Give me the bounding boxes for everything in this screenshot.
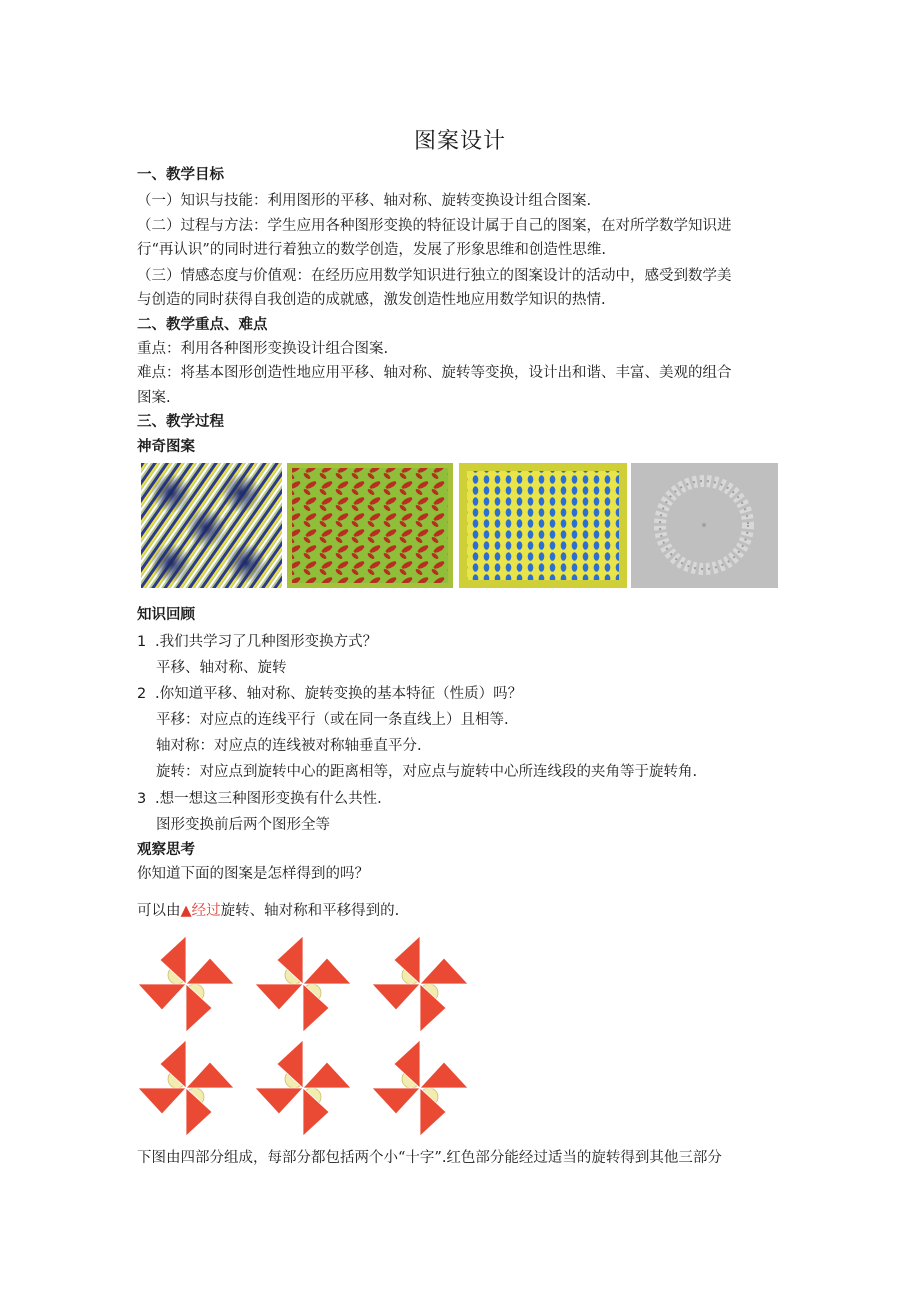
question-2-text: .你知道平移、轴对称、旋转变换的基本特征（性质）吗？ [155,686,523,702]
pinwheel-1 [138,936,234,1032]
illusion-image-leaves [287,463,453,588]
pinwheel-pattern-figure [136,932,476,1140]
goal-2-line-1: （二）过程与方法：学生应用各种图形变换的特征设计属于自己的图案，在对所学数学知识进 [137,218,732,234]
difficulty-line-2: 图案. [137,390,171,406]
subheading-review: 知识回顾 [137,607,195,623]
question-1-text: .我们共学习了几种图形变换方式？ [155,634,378,650]
question-2-number: 2 [137,686,147,702]
pinwheel-2 [255,936,351,1032]
pinwheel-6 [372,1040,468,1136]
subheading-observe: 观察思考 [137,842,195,858]
section-2-heading: 二、教学重点、难点 [137,317,268,333]
question-3-number: 3 [137,791,147,807]
answer-2-reflection: 轴对称：对应点的连线被对称轴垂直平分. [156,738,422,754]
observe-answer-prefix: 可以由 [137,903,181,919]
section-3-heading: 三、教学过程 [137,414,224,430]
question-2 [137,682,522,703]
difficulty-line-1: 难点：将基本图形创造性地应用平移、轴对称、旋转等变换，设计出和谐、丰富、美观的组合 [137,365,732,381]
observe-question: 你知道下面的图案是怎样得到的吗？ [137,866,369,882]
goal-3-line-1: （三）情感态度与价值观：在经历应用数学知识进行独立的图案设计的活动中，感受到数学美 [137,268,732,284]
answer-3: 图形变换前后两个图形全等 [156,817,330,833]
answer-2-rotation: 旋转：对应点到旋转中心的距离相等，对应点与旋转中心所连线段的夹角等于旋转角. [156,764,698,780]
key-point: 重点：利用各种图形变换设计组合图案. [137,341,389,357]
goal-1: （一）知识与技能：利用图形的平移、轴对称、旋转变换设计组合图案. [137,193,592,209]
pinwheel-4 [138,1040,234,1136]
answer-1: 平移、轴对称、旋转 [156,660,287,676]
illusion-image-snakes [141,463,282,588]
pinwheel-5 [255,1040,351,1136]
question-1 [137,630,377,651]
answer-2-translation: 平移：对应点的连线平行（或在同一条直线上）且相等. [156,712,509,728]
observe-answer-highlight: ▲经过 [180,903,221,919]
question-3 [137,787,382,808]
subheading-magic-patterns: 神奇图案 [137,439,195,455]
page-title: 图案设计 [413,129,506,154]
section-1-heading: 一、教学目标 [137,167,224,183]
bottom-paragraph: 下图由四部分组成，每部分都包括两个小“十字”.红色部分能经过适当的旋转得到其他三部分 [137,1150,722,1166]
goal-3-line-2: 与创造的同时获得自我创造的成就感，激发创造性地应用数学知识的热情. [137,292,606,308]
illusion-image-ovals [459,463,627,588]
question-1-number: 1 [137,634,147,650]
goal-2-line-2: 行“再认识”的同时进行着独立的数学创造，发展了形象思维和创造性思维. [137,242,606,258]
question-3-text: .想一想这三种图形变换有什么共性. [155,791,382,807]
illusion-image-gray-ring [631,463,778,588]
pinwheel-3 [372,936,468,1032]
observe-answer-suffix: 旋转、轴对称和平移得到的. [220,903,400,919]
observe-answer [137,899,399,920]
